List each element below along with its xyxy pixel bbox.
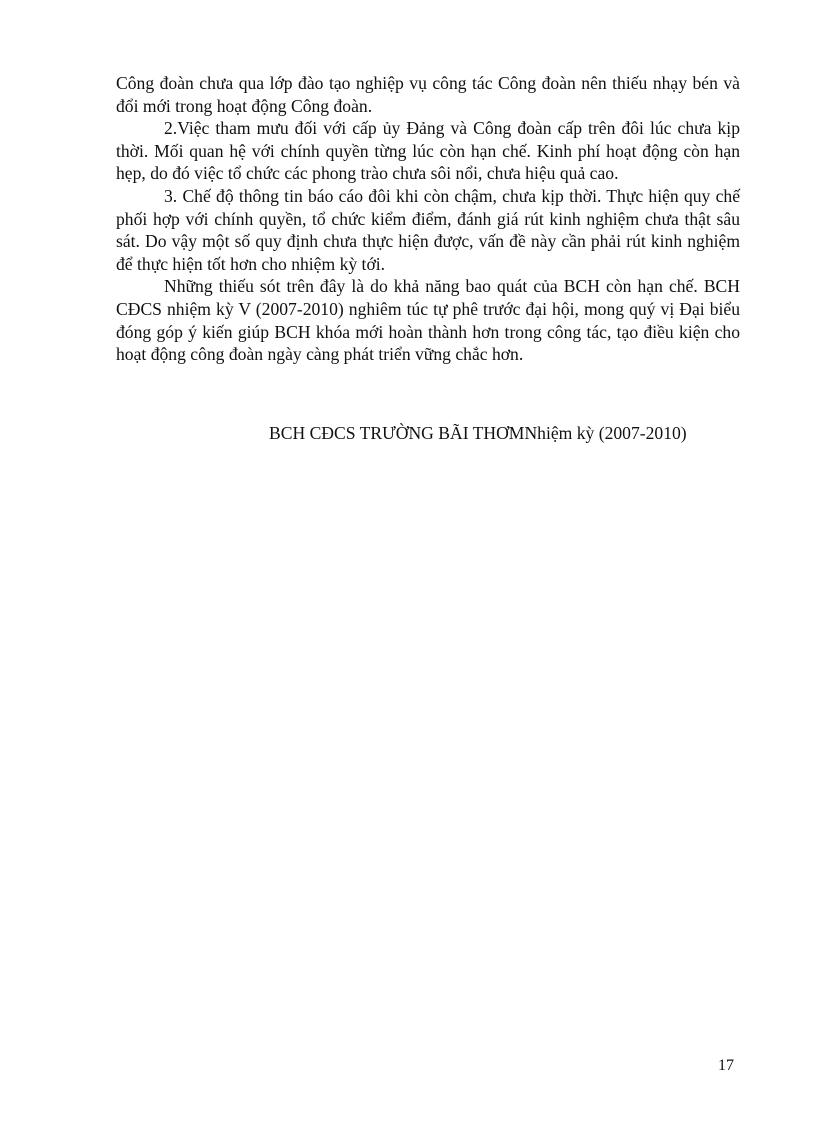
signature-line: BCH CĐCS TRƯỜNG BÃI THƠMNhiệm kỳ (2007-2010) <box>269 423 687 443</box>
paragraph-continuation: Công đoàn chưa qua lớp đào tạo nghiệp vụ công tác Công đoàn nên thiếu nhạy bén và đổi mới trong hoạt động Công đoàn. <box>116 73 740 116</box>
body-text <box>116 72 740 366</box>
paragraph-conclusion: Những thiếu sót trên đây là do khả năng bao quát của BCH còn hạn chế. BCH CĐCS nhiệm kỳ V (2007-2010) nghiêm túc tự phê trước đại hội, mong quý vị Đại biểu đóng góp ý kiến giúp BCH khóa mới hoàn thành hơn trong công tác, tạo điều kiện cho hoạt động công đoàn ngày càng phát triển vững chắc hơn. <box>116 276 740 365</box>
paragraph-item-3: 3. Chế độ thông tin báo cáo đôi khi còn chậm, chưa kịp thời. Thực hiện quy chế phối hợp với chính quyền, tổ chức kiểm điểm, đánh giá rút kinh nghiệm chưa thật sâu sát. Do vậy một số quy định chưa thực hiện được, vấn đề này cần phải rút kinh nghiệm để thực hiện tốt hơn cho nhiệm kỳ tới. <box>116 185 740 274</box>
paragraph-item-2: 2.Việc tham mưu đối với cấp ủy Đảng và Công đoàn cấp trên đôi lúc chưa kịp thời. Mối quan hệ với chính quyền từng lúc còn hạn chế. Kinh phí hoạt động còn hạn hẹp, do đó việc tổ chức các phong trào chưa sôi nổi, chưa hiệu quả cao. <box>116 118 740 184</box>
page-number: 17 <box>718 1057 734 1074</box>
